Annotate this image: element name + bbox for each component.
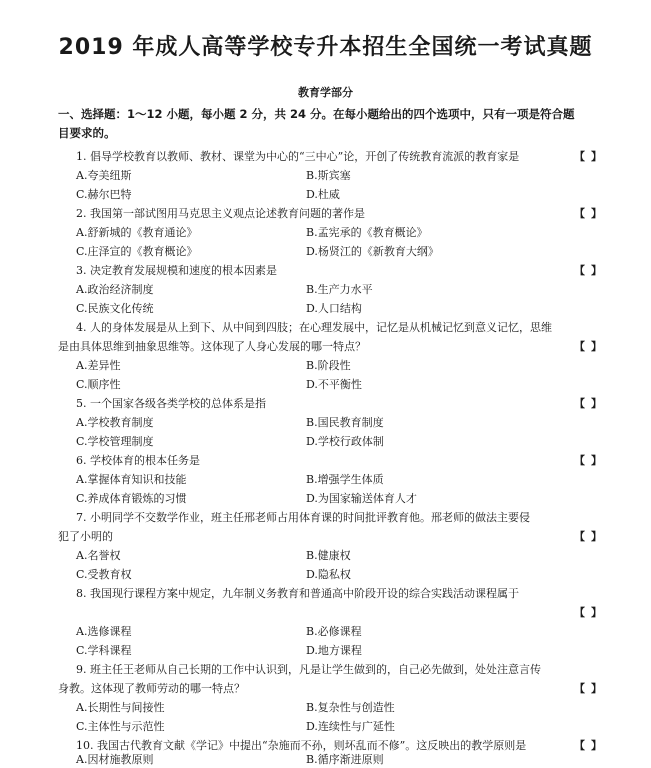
instructions-line-2: 目要求的。 [58, 126, 116, 140]
question-8-stem: 8. 我国现行课程方案中规定，九年制义务教育和普通高中阶段开设的综合实践活动课程属于 [76, 587, 519, 600]
question-9-option-d: D.连续性与广延性 [306, 720, 395, 733]
question-3-option-d: D.人口结构 [306, 302, 362, 315]
question-6-option-a: A.掌握体育知识和技能 [76, 473, 187, 486]
instructions-line-1: 一、选择题：1～12 小题，每小题 2 分，共 24 分。在每小题给出的四个选项中，只有一项是符合题 [58, 107, 575, 121]
question-10-option-b: B.循序渐进原则 [306, 753, 384, 766]
question-9-option-c: C.主体性与示范性 [76, 720, 165, 733]
question-4-option-b: B.阶段性 [306, 359, 351, 372]
answer-bracket-3: 【】 [574, 264, 608, 277]
question-1-stem: 1. 倡导学校教育以教师、教材、课堂为中心的“三中心”论，开创了传统教育流派的教育家是 [76, 150, 520, 163]
question-7-stem-line-1: 7. 小明同学不交数学作业，班主任邢老师占用体育课的时间批评教育他。邢老师的做法主要侵 [76, 511, 530, 524]
question-4-option-c: C.顺序性 [76, 378, 121, 391]
question-4-option-a: A.差异性 [76, 359, 121, 372]
question-8-option-c: C.学科课程 [76, 644, 132, 657]
question-2-stem: 2. 我国第一部试图用马克思主义观点论述教育问题的著作是 [76, 207, 365, 220]
question-6-option-d: D.为国家输送体育人才 [306, 492, 417, 505]
answer-bracket-5: 【】 [574, 397, 608, 410]
question-7-option-c: C.受教育权 [76, 568, 132, 581]
question-9-option-b: B.复杂性与创造性 [306, 701, 395, 714]
question-6-stem: 6. 学校体育的根本任务是 [76, 454, 200, 467]
answer-bracket-9: 【】 [574, 682, 608, 695]
question-1-option-b: B.斯宾塞 [306, 169, 351, 182]
question-9-option-a: A.长期性与间接性 [76, 701, 165, 714]
exam-title: 2019 年成人高等学校专升本招生全国统一考试真题 [58, 35, 593, 60]
answer-bracket-2: 【】 [574, 207, 608, 220]
question-7-option-a: A.名誉权 [76, 549, 121, 562]
question-5-stem: 5. 一个国家各级各类学校的总体系是指 [76, 397, 266, 410]
question-5-option-c: C.学校管理制度 [76, 435, 154, 448]
question-3-option-a: A.政治经济制度 [76, 283, 154, 296]
section-heading: 教育学部分 [298, 86, 353, 99]
question-9-stem-line-2: 身教。这体现了教师劳动的哪一特点？ [58, 682, 245, 695]
question-3-option-b: B.生产力水平 [306, 283, 373, 296]
question-8-option-a: A.选修课程 [76, 625, 132, 638]
answer-bracket-7: 【】 [574, 530, 608, 543]
question-1-option-d: D.杜威 [306, 188, 340, 201]
answer-bracket-1: 【】 [574, 150, 608, 163]
question-4-stem-line-2: 是由具体思维到抽象思维等。这体现了人身心发展的哪一特点？ [58, 340, 366, 353]
question-9-stem-line-1: 9. 班主任王老师从自己长期的工作中认识到，凡是让学生做到的，自己必先做到，处处注意言传 [76, 663, 541, 676]
question-1-option-c: C.赫尔巴特 [76, 188, 132, 201]
answer-bracket-10: 【】 [574, 739, 608, 752]
question-2-option-a: A.舒新城的《教育通论》 [76, 226, 198, 239]
answer-bracket-8: 【】 [574, 606, 608, 619]
question-6-option-b: B.增强学生体质 [306, 473, 384, 486]
question-2-option-d: D.杨贤江的《新教育大纲》 [306, 245, 439, 258]
question-8-option-b: B.必修课程 [306, 625, 362, 638]
question-3-option-c: C.民族文化传统 [76, 302, 154, 315]
question-2-option-b: B.孟宪承的《教育概论》 [306, 226, 428, 239]
question-7-option-d: D.隐私权 [306, 568, 351, 581]
answer-bracket-4: 【】 [574, 340, 608, 353]
question-10-stem: 10. 我国古代教育文献《学记》中提出“杂施而不孙，则坏乱而不修”。这反映出的教学原则是 [76, 739, 527, 752]
question-5-option-d: D.学校行政体制 [306, 435, 384, 448]
question-2-option-c: C.庄泽宣的《教育概论》 [76, 245, 198, 258]
question-6-option-c: C.养成体育锻炼的习惯 [76, 492, 187, 505]
question-4-stem-line-1: 4. 人的身体发展是从上到下、从中间到四肢；在心理发展中，记忆是从机械记忆到意义记忆，思维 [76, 321, 552, 334]
question-10-option-a: A.因材施教原则 [76, 753, 154, 766]
question-7-stem-line-2: 犯了小明的 [58, 530, 113, 543]
question-1-option-a: A.夸美纽斯 [76, 169, 132, 182]
question-7-option-b: B.健康权 [306, 549, 351, 562]
question-3-stem: 3. 决定教育发展规模和速度的根本因素是 [76, 264, 277, 277]
question-5-option-a: A.学校教育制度 [76, 416, 154, 429]
question-5-option-b: B.国民教育制度 [306, 416, 384, 429]
answer-bracket-6: 【】 [574, 454, 608, 467]
question-4-option-d: D.不平衡性 [306, 378, 362, 391]
question-8-option-d: D.地方课程 [306, 644, 362, 657]
